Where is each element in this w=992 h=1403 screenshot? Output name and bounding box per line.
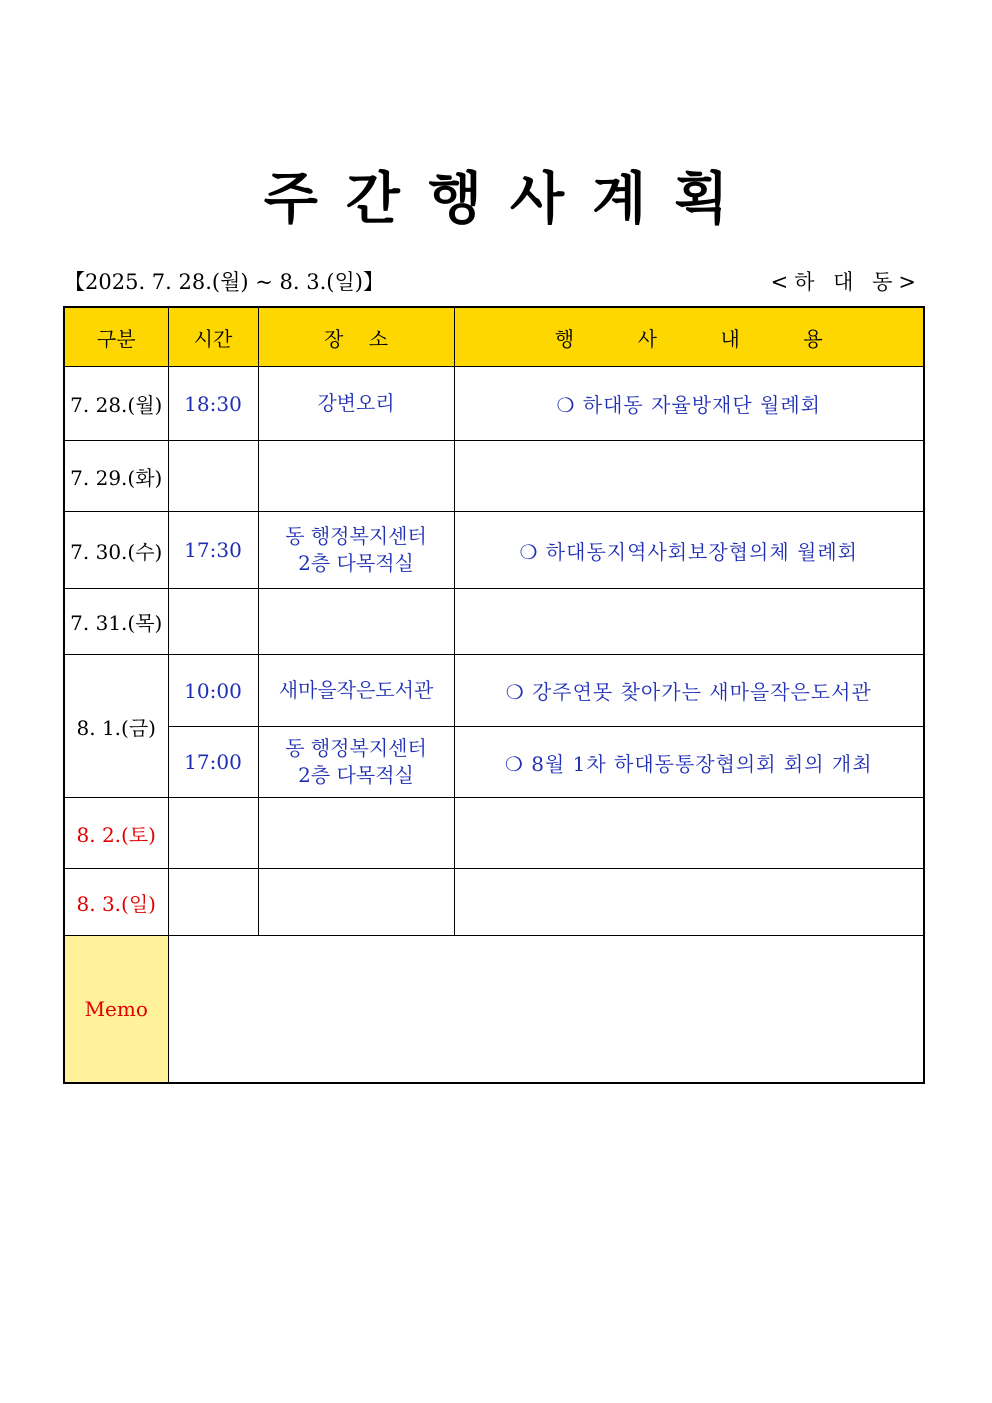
- time-cell: [168, 798, 258, 869]
- table-row: [64, 727, 924, 798]
- time-cell: 17:00: [168, 727, 258, 798]
- date-cell: 8. 1.(금): [64, 655, 168, 798]
- header-row: [64, 307, 924, 367]
- department-label: <하 대 동>: [770, 270, 922, 294]
- content-cell: [454, 869, 924, 936]
- memo-row: [64, 936, 924, 1083]
- table-row: [64, 655, 924, 727]
- place-line: 동 행정복지센터: [285, 736, 427, 760]
- place-cell: 새마을작은도서관: [258, 655, 454, 727]
- date-cell: 7. 30.(수): [64, 512, 168, 589]
- content-cell: ❍ 하대동 자율방재단 월례회: [454, 367, 924, 441]
- content-cell: [454, 798, 924, 869]
- place-cell: [258, 441, 454, 512]
- time-cell: [168, 869, 258, 936]
- table-row: [64, 367, 924, 441]
- time-cell: 10:00: [168, 655, 258, 727]
- content-cell: [454, 589, 924, 655]
- header-category: 구분: [64, 307, 168, 367]
- table-row: [64, 589, 924, 655]
- table-row: [64, 441, 924, 512]
- content-cell: ❍ 8월 1차 하대동통장협의회 회의 개최: [454, 727, 924, 798]
- place-line: 2층 다목적실: [298, 551, 414, 575]
- header-content: 행 사 내 용: [454, 307, 924, 367]
- memo-label: Memo: [64, 936, 168, 1083]
- date-cell: 7. 28.(월): [64, 367, 168, 441]
- date-cell: 8. 3.(일): [64, 869, 168, 936]
- place-cell: [258, 512, 454, 589]
- place-cell: [258, 798, 454, 869]
- date-cell: 8. 2.(토): [64, 798, 168, 869]
- place-line: 2층 다목적실: [298, 763, 414, 787]
- schedule-table: [63, 306, 925, 1084]
- place-cell: 강변오리: [258, 367, 454, 441]
- date-cell: 7. 29.(화): [64, 441, 168, 512]
- period-range: 【2025. 7. 28.(월) ~ 8. 3.(일)】: [64, 270, 384, 294]
- place-cell: [258, 727, 454, 798]
- header-place: 장 소: [258, 307, 454, 367]
- date-cell: 7. 31.(목): [64, 589, 168, 655]
- table-row: [64, 512, 924, 589]
- content-cell: ❍ 강주연못 찾아가는 새마을작은도서관: [454, 655, 924, 727]
- content-cell: ❍ 하대동지역사회보장협의체 월례회: [454, 512, 924, 589]
- place-cell: [258, 869, 454, 936]
- place-cell: [258, 589, 454, 655]
- time-cell: 18:30: [168, 367, 258, 441]
- time-cell: 17:30: [168, 512, 258, 589]
- time-cell: [168, 441, 258, 512]
- content-cell: [454, 441, 924, 512]
- page-title: 주간행사계획: [263, 167, 757, 232]
- time-cell: [168, 589, 258, 655]
- header-time: 시간: [168, 307, 258, 367]
- place-line: 동 행정복지센터: [285, 524, 427, 548]
- table-row: [64, 869, 924, 936]
- memo-field[interactable]: [168, 936, 924, 1083]
- table-row: [64, 798, 924, 869]
